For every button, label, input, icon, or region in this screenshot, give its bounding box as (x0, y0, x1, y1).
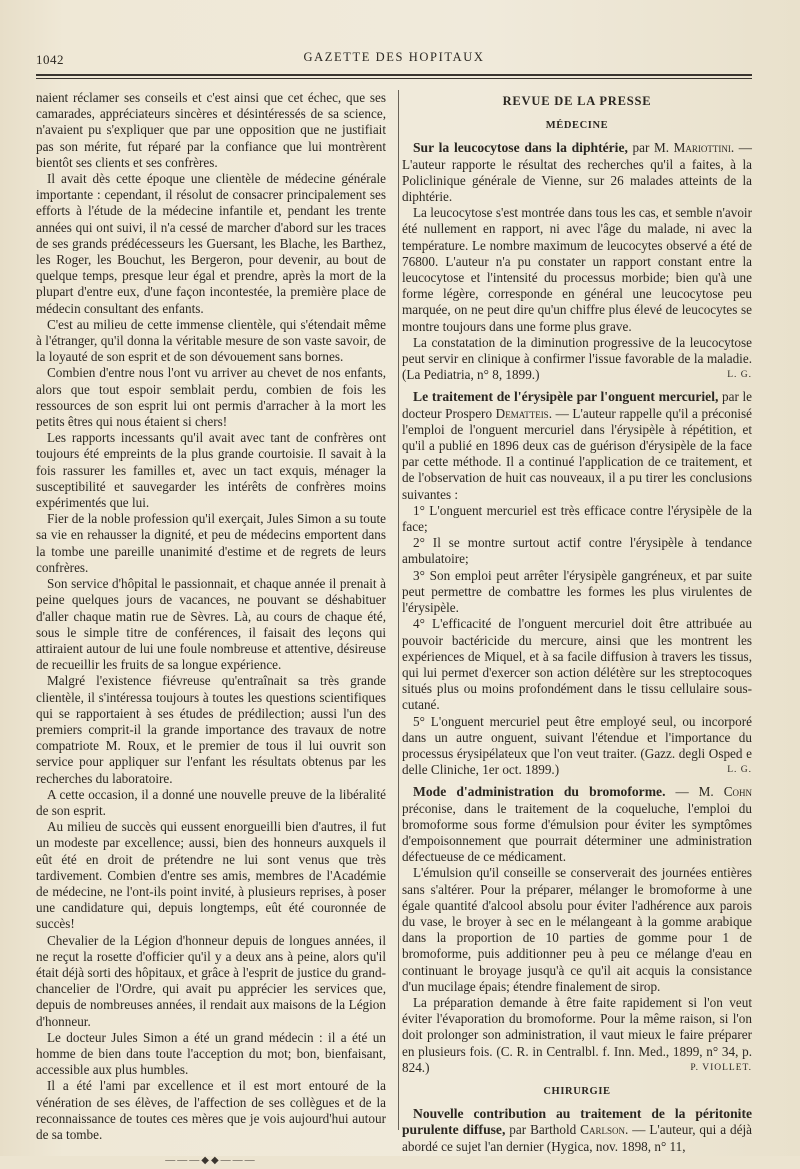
left-paragraph: C'est au milieu de cette immense clientèle, qui s'étendait même à l'étranger, qu'il donna la véritable mesure de son vaste savoir, de la loyauté de son esprit et de son dévouement sans bornes. (36, 316, 386, 365)
article-paragraph: L'émulsion qu'il conseille se conserverait des journées entières sans s'altérer. Pour la préparer, mélanger le bromoforme à une égale quantité d'alcool absolu pour éviter l'adhérence aux parois du vase, le broyer à sec en le mélangeant à la gomme arabique dans la proportion de 10 parties de gomme pour 1 de bromoforme, puis additionner peu à peu ce mélange d'eau en continuant le broyage jusqu'à ce qu'il ait acquis la consistance d'un mucilage épais; étendre finalement de sirop. (402, 865, 752, 994)
column-divider (398, 90, 399, 1130)
article-signature: L. G. (727, 370, 752, 381)
left-paragraph: Au milieu de succès qui eussent enorgueilli bien d'autres, il fut un modeste par excellence; aussi, bien des honneurs auxquels il eût été en droit de prétendre ne lui sont venus que très tardivement. Combien d'entre ses amis, membres de l'Académie de médecine, ne l'ont-ils point invité, à plusieurs reprises, à poser une candidature qui, depuis longtemps, eût été couronnée de succès! (36, 819, 386, 932)
end-ornament: ———◆◆——— (165, 1155, 257, 1167)
header-rule-thin (36, 78, 752, 79)
left-paragraph: Il avait dès cette époque une clientèle de médecine générale importante : cependant, il résolut de consacrer principalement ses efforts à l'étude de la médecine infantile et, pendant les trente années qui ont suivi, il n'a cessé de marcher d'abord sur les traces de ses grands prédécesseurs les Guersant, les Blache, les Barthez, les Roger, les Bouchut, les Bergeron, pour devenir, au bout de quelque temps, presque leur égal et prendre, après la mort de la plupart d'entre eux, d'une façon incontestée, la première place de médecin consultant des enfants. (36, 171, 386, 316)
article-author: Carlson (580, 1122, 625, 1138)
left-paragraph: Le docteur Jules Simon a été un grand médecin : il a été un homme de bien dans toute l'acception du mot; bon, bienfaisant, accessible aux plus humbles. (36, 1029, 386, 1078)
article-author: Mariottini (673, 140, 731, 156)
article-title: Le traitement de l'érysipèle par l'onguent mercuriel, (413, 389, 719, 405)
left-paragraph: Fier de la noble profession qu'il exerçait, Jules Simon a su toute sa vie en rehausser la dignité, et peu de médecins emportent dans la tombe une pareille unanimité d'estime et de regrets de leurs confrères. (36, 511, 386, 575)
left-column (36, 90, 386, 1167)
left-paragraph: Chevalier de la Légion d'honneur depuis de longues années, il ne reçut la rosette d'officier qu'il y a deux ans à peine, alors qu'il était déjà sorti des hôpitaux, et grâce à l'esprit de justice du grand-chancelier de l'Ordre, qui avait pu apprécier les services que, depuis de nombreuses années, il rendait aux maisons de la Légion d'honneur. (36, 932, 386, 1029)
article-paragraph: 4° L'efficacité de l'onguent mercuriel doit être attribuée au pouvoir bactéricide du mercure, ainsi que les montrent les expériences de Miquel, et à sa facile diffusion à travers les tissus, qui lui permet d'exercer son action délétère sur les streptocoques situés plus ou moins profondément dans le tissu cellulaire sous-cutané. (402, 616, 752, 713)
header-rule-thick (36, 74, 752, 76)
left-paragraph: naient réclamer ses conseils et c'est ainsi que cet échec, que ses camarades, appréciateurs sincères et désintéressés de sa science, n'avaient pu s'expliquer que par une opposition que ne justifiait pas son mérite, fut réparé par la confiance que lui montrèrent bientôt ses clients et ses confrères. (36, 90, 386, 170)
article-paragraph: 1° L'onguent mercuriel est très efficace contre l'érysipèle de la face; (402, 502, 752, 535)
article-peritonite (402, 1106, 752, 1155)
article-author-prefix: par Barthold (505, 1122, 581, 1138)
left-paragraph: Malgré l'existence fiévreuse qu'entraînait sa très grande clientèle, il s'intéressa toujours à toutes les questions scientifiques qui se rapportaient à ses études de prédilection; aussi l'un des premiers comprit-il la grande importance des travaux de notre compatriote M. Roux, et le premier de tous il lui ouvrit son service pour appliquer sur l'enfant les résultats obtenus par les recherches du laboratoire. (36, 673, 386, 786)
article-paragraph: 2° Il se montre surtout actif contre l'érysipèle à tendance ambulatoire; (402, 535, 752, 567)
left-paragraph: A cette occasion, il a donné une nouvelle preuve de la libéralité de son esprit. (36, 786, 386, 818)
subsection-medecine: MÉDECINE (545, 120, 609, 132)
article-bromoforme (402, 784, 752, 1076)
article-lead: . — L'auteur, qui a déjà abordé ce sujet l'an dernier (Hygica, nov. 1898, n° 11, (402, 1122, 752, 1154)
article-paragraph: 3° Son emploi peut arrêter l'érysipèle gangréneux, et par suite peut permettre de combattre les formes les plus virulentes de l'érysipèle. (402, 567, 752, 616)
article-author: Cohn (723, 784, 752, 800)
page-header (36, 48, 752, 68)
article-title: Sur la leucocytose dans la diphtérie, (413, 140, 628, 156)
article-paragraph: 5° L'onguent mercuriel peut être employé seul, ou incorporé dans un autre onguent, suivant l'étendue et l'importance du processus érysipélateux que l'on veut traiter. (Gazz. degli Osped e delle Cliniche, 1er oct. 1899.) (402, 713, 752, 778)
left-paragraph: Son service d'hôpital le passionnait, et chaque année il prenait à peine quelques jours de vacances, ne pouvant se déshabituer d'aller chaque matin rue de Sèvres. Là, au cours de chaque été, sous le simple titre de conférences, il faisait des leçons qui attiraient autour de lui une foule nombreuse et attentive, désireuse de recueillir les fruits de sa longue expérience. (36, 576, 386, 673)
article-signature: L. G. (727, 765, 752, 776)
article-leucocytose (402, 140, 752, 383)
section-title: REVUE DE LA PRESSE (502, 94, 652, 108)
article-title: Mode d'administration du bromoforme. (413, 784, 666, 800)
article-lead: . — L'auteur rapporte le résultat des recherches qu'il a faites, à la Policlinique générale de Vienne, sur 26 malades atteints de la diphtérie. (402, 140, 752, 205)
article-paragraph: La leucocytose s'est montrée dans tous les cas, et semble n'avoir été nullement en rapport, ni avec l'âge du malade, ni avec la température. Le nombre maximum de leucocytes observé a été de 76800. L'auteur n'a pu constater un rapport constant entre la leucocytose et l'intensité du processus morbide; bien qu'à une forme légère, corresponde en général une leucocytose peu marquée, on ne peut dire qu'un chiffre plus élevé de leucocytes se montre toujours dans une forme plus grave. (402, 205, 752, 334)
left-paragraph: Combien d'entre nous l'ont vu arriver au chevet de nos enfants, alors que tout espoir semblait perdu, combien de fois les ressources de son esprit lui ont permis d'arracher à la mort les petits êtres qui nous étaient si chers! (36, 365, 386, 430)
article-paragraph: La constatation de la diminution progressive de la leucocytose peut servir en clinique à confirmer l'issue favorable de la maladie. (La Pediatria, n° 8, 1899.) (402, 334, 752, 383)
article-paragraph: La préparation demande à être faite rapidement si l'on veut éviter l'évaporation du bromoforme. Pour la même raison, si l'on doit prolonger son administration, il vaut mieux le faire préparer en plusieurs fois. (C. R. in Centralbl. f. Inn. Med., 1899, n° 34, p. 824.) (402, 994, 752, 1075)
article-author-prefix: par le docteur Prospero (402, 389, 753, 421)
article-signature: P. VIOLLET. (690, 1062, 752, 1073)
subsection-chirurgie: CHIRURGIE (543, 1085, 611, 1097)
article-erysipele (402, 389, 752, 778)
right-column (402, 90, 753, 1154)
article-author-prefix: — M. (665, 784, 724, 800)
article-author-prefix: par M. (627, 140, 674, 156)
left-paragraph: Il a été l'ami par excellence et il est mort entouré de la vénération de ses élèves, de l'affection de ses collègues et de la reconnaissance de toutes ces mères que je vois aujourd'hui autour de sa tombe. (36, 1078, 386, 1142)
article-title: Nouvelle contribution au traitement de la péritonite purulente diffuse, (402, 1106, 752, 1138)
page-number: 1042 (36, 52, 64, 67)
article-lead: préconise, dans le traitement de la coqueluche, l'emploi du bromoforme sous forme d'émulsion pour éviter les symptômes d'empoisonnement que pourrait déterminer une administration défectueuse de ce médicament. (402, 800, 752, 865)
article-author: Dematteis (495, 405, 549, 421)
article-lead: . — L'auteur rappelle qu'il a préconisé l'emploi de l'onguent mercuriel dans l'érysipèle à répétition, et qu'il a publié en 1896 deux cas de guérison d'érysipèle de la face par cette méthode. Il a continué l'application de ce traitement, et de l'observation de huit cas nouveaux, il a pu tirer les conclusions suivantes : (402, 405, 752, 502)
left-paragraph: Les rapports incessants qu'il avait avec tant de confrères ont toujours été empreints de la plus grande courtoisie. Il savait à la fois rassurer les familles et, avec un tact exquis, ménager la susceptibilité et sauvegarder les intérêts de confrères moins expérimentés que lui. (36, 430, 386, 511)
journal-title: GAZETTE DES HOPITAUX (303, 50, 485, 64)
